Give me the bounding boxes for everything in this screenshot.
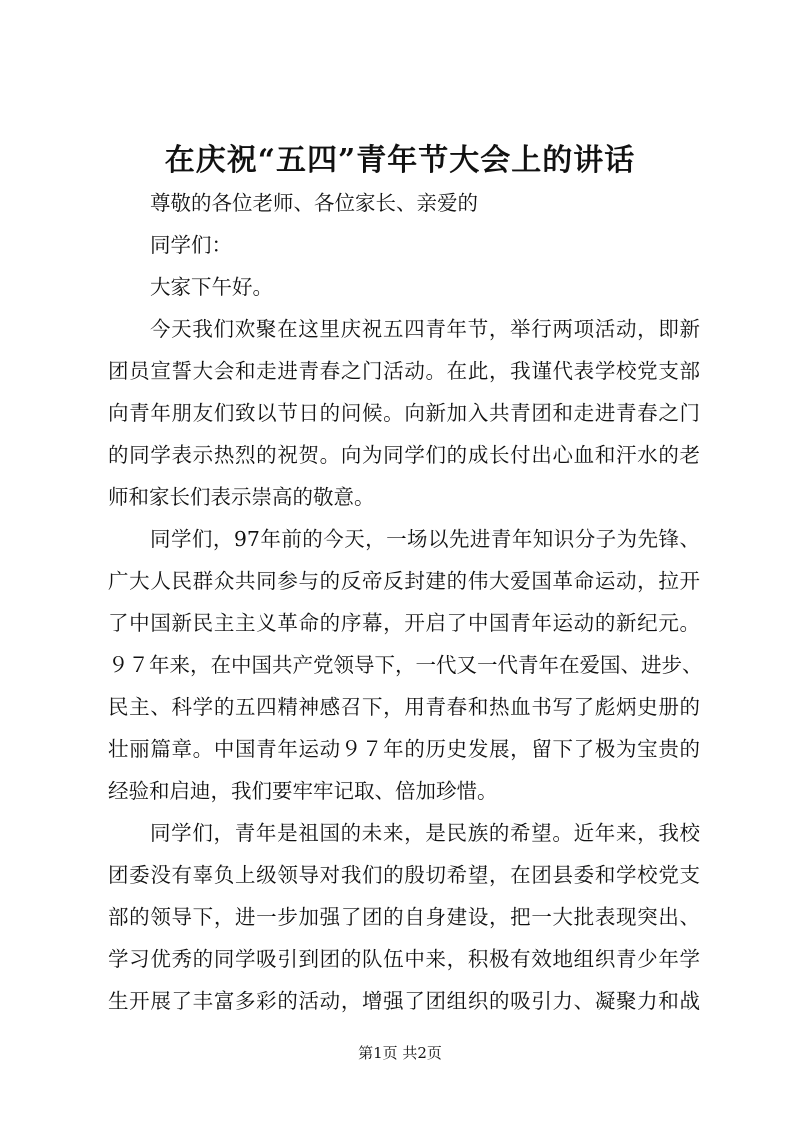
salutation-line-1: 尊敬的各位老师、各位家长、亲爱的 <box>150 191 478 215</box>
paragraph-1-line-2: 团员宣誓大会和走进青春之门活动。在此，我谨代表学校党支部 <box>108 359 700 383</box>
paragraph-3-line-4: 学习优秀的同学吸引到团的队伍中来，积极有效地组织青少年学 <box>108 947 700 971</box>
paragraph-3-line-2: 团委没有辜负上级领导对我们的殷切希望，在团县委和学校党支 <box>108 863 700 887</box>
paragraph-2-line-6: 壮丽篇章。中国青年运动９７年的历史发展，留下了极为宝贵的 <box>108 737 700 761</box>
paragraph-3-line-3: 部的领导下，进一步加强了团的自身建设，把一大批表现突出、 <box>108 905 700 929</box>
paragraph-2-line-5: 民主、科学的五四精神感召下，用青春和热血书写了彪炳史册的 <box>108 695 700 719</box>
paragraph-2-line-7: 经验和启迪，我们要牢牢记取、倍加珍惜。 <box>108 779 498 803</box>
paragraph-2-line-1: 同学们，97年前的今天，一场以先进青年知识分子为先锋、 <box>150 527 700 551</box>
paragraph-1-line-1: 今天我们欢聚在这里庆祝五四青年节，举行两项活动，即新 <box>150 317 700 341</box>
paragraph-1-line-5: 师和家长们表示崇高的敬意。 <box>108 485 375 509</box>
paragraph-1-line-4: 的同学表示热烈的祝贺。向为同学们的成长付出心血和汗水的老 <box>108 443 700 467</box>
page-footer: 第1页 共2页 <box>358 1044 442 1062</box>
paragraph-2-line-2: 广大人民群众共同参与的反帝反封建的伟大爱国革命运动，拉开 <box>108 569 700 593</box>
salutation-line-2: 同学们： <box>150 233 232 257</box>
greeting-line: 大家下午好。 <box>150 275 273 299</box>
paragraph-1-line-3: 向青年朋友们致以节日的问候。向新加入共青团和走进青春之门 <box>108 401 700 425</box>
paragraph-2-line-3: 了中国新民主主义革命的序幕，开启了中国青年运动的新纪元。 <box>108 611 700 635</box>
paragraph-3-line-1: 同学们，青年是祖国的未来，是民族的希望。近年来，我校 <box>150 821 700 845</box>
paragraph-3-line-5: 生开展了丰富多彩的活动，增强了团组织的吸引力、凝聚力和战 <box>108 989 700 1013</box>
document-title: 在庆祝“五四”青年节大会上的讲话 <box>164 143 636 178</box>
paragraph-2-line-4: ９７年来，在中国共产党领导下，一代又一代青年在爱国、进步、 <box>108 653 703 677</box>
